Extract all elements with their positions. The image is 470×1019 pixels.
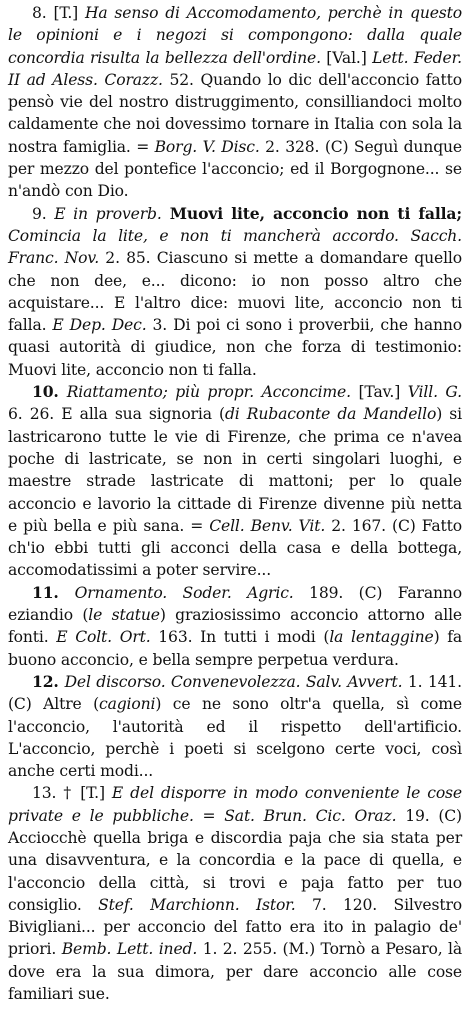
entry-text-run: 2. 85. Ciascuno si mette a domandare quello che non dee, e... dicono: io non posso altro che acquistare... E l'altro dice: muovi lite, acconcio non ti falla.	[8, 249, 463, 335]
entry-text-run: =	[193, 806, 225, 825]
entry-text-run: la lentaggine	[329, 628, 434, 647]
entry-text-run: E del disporre in modo conveniente le cose private e le pubbliche.	[8, 784, 462, 825]
entry-text-run: cagioni	[99, 695, 156, 714]
entry-text-run: le statue	[88, 606, 160, 625]
entry-12	[8, 671, 462, 782]
entry-text-run: ) fa buono acconcio, e bella sempre perpetua verdura.	[8, 628, 462, 669]
entry-text-run: 163. In tutti i modi (	[150, 628, 330, 647]
entry-text-run: Ornamento. Soder. Agric.	[74, 583, 294, 602]
entry-text-run: 19. (C) Acciocchè quella briga e discordia paja che sia stata per una disavventura, e la concordia e la pace di quella, e l'acconcio della città, si trovi e paja fatto per tuo consiglio.	[8, 806, 462, 914]
entry-text-run: ) graziosissimo acconcio attorno alle fonti.	[8, 606, 463, 647]
entry-text-run: 6. 26. E alla sua signoria (	[8, 405, 225, 424]
entry-11	[8, 582, 462, 671]
entry-text-run: Borg. V. Disc.	[154, 137, 260, 156]
entry-text-run: 10.	[32, 382, 67, 402]
entry-text-run: 8. [T.]	[32, 4, 85, 22]
entry-text-run: 2. 167. (C) Fatto ch'io ebbi tutti gli acconci della casa e della bottega, accomodatissimi a poter servire...	[8, 516, 462, 580]
entry-text-run: ) si lastricarono tutte le vie di Firenze, che prima ce n'avea poche di lastricate, se non in certi singolari luoghi, e maestre strade lastricate di mattoni; per lo quale acconcio e lavorio la cittade di Firenze divenne più netta e più bella e più sana. =	[8, 405, 462, 535]
entry-text-run: 11.	[32, 582, 75, 602]
entry-text-run: ) ce ne sono oltr'a quella, sì come l'acconcio, l'autorità ed il rispetto dell'artificio. L'acconcio, perchè i poeti si scelgono certe voci, così anche certi modi...	[8, 695, 462, 781]
entry-text-run: 13. † [T.]	[32, 784, 112, 803]
entry-text-run: 1. 2. 255. (M.) Tornò a Pesaro, là dove era la sua dimora, per dare acconcio alle cose familiari sue.	[8, 940, 463, 1004]
entry-10	[8, 381, 462, 582]
entry-text-run: 3. Di poi ci sono i proverbii, che hanno quasi autorità di giudice, non che forza di testimonio: Muovi lite, acconcio non ti falla.	[8, 316, 462, 379]
entry-text-run: di Rubaconte da Mandello	[224, 405, 437, 424]
entry-text-run: Stef. Marchionn. Istor.	[98, 895, 296, 914]
entry-text-run: Muovi lite, acconcio non ti falla;	[161, 203, 462, 223]
entry-text-run: E in proverb.	[54, 204, 162, 223]
entry-13	[8, 782, 462, 1005]
entry-text-run: [Tav.]	[350, 383, 408, 402]
entry-text-run: Lett. Feder. II ad Aless. Corazz.	[8, 48, 462, 89]
entry-text-run: 12.	[32, 671, 65, 691]
entry-text-run: 7. 120. Silvestro Bivigliani... per acconcio del fatto era ito in palagio de' priori.	[8, 895, 462, 959]
entry-text-run: Sat. Brun. Cic. Oraz.	[224, 806, 397, 825]
entry-text-run: [Val.]	[320, 48, 373, 67]
entry-text-run: 9.	[32, 204, 55, 223]
entry-text-run: Cell. Benv. Vit.	[209, 516, 326, 535]
entry-text-run: E Dep. Dec.	[52, 316, 147, 335]
entry-text-run: 52. Quando lo dic dell'acconcio fatto pensò vie del nostro distruggimento, consilliandoci molto caldamente che noi dovessimo tornare in Italia con sola la nostra famiglia. =	[8, 70, 462, 156]
entry-text-run: 2. 328. (C) Seguì dunque per mezzo del pontefice l'acconcio; ed il Borgognone... se n'andò con Dio.	[8, 137, 463, 201]
entry-text-run: Riattamento; più propr. Acconcime.	[66, 383, 351, 402]
entry-text-run: Del discorso. Convenevolezza. Salv. Avvert.	[64, 672, 403, 691]
entry-text-run: E Colt. Ort.	[56, 628, 151, 647]
entry-8	[8, 2, 462, 203]
entry-9	[8, 203, 462, 381]
entry-text-run: Ha senso di Accomodamento, perchè in questo le opinioni e i negozi si compongono: dalla quale concordia risulta la bellezza dell'ordine.	[8, 4, 462, 67]
entry-text-run: 189. (C) Faranno eziandio (	[8, 583, 462, 625]
entry-text-run: Bemb. Lett. ined.	[61, 940, 198, 959]
entry-text-run: 1. 141. (C) Altre (	[8, 672, 462, 714]
entry-text-run: Vill. G.	[407, 383, 462, 402]
entry-text-run: Comincia la lite, e non ti mancherà accordo. Sacch. Franc. Nov.	[8, 226, 462, 268]
